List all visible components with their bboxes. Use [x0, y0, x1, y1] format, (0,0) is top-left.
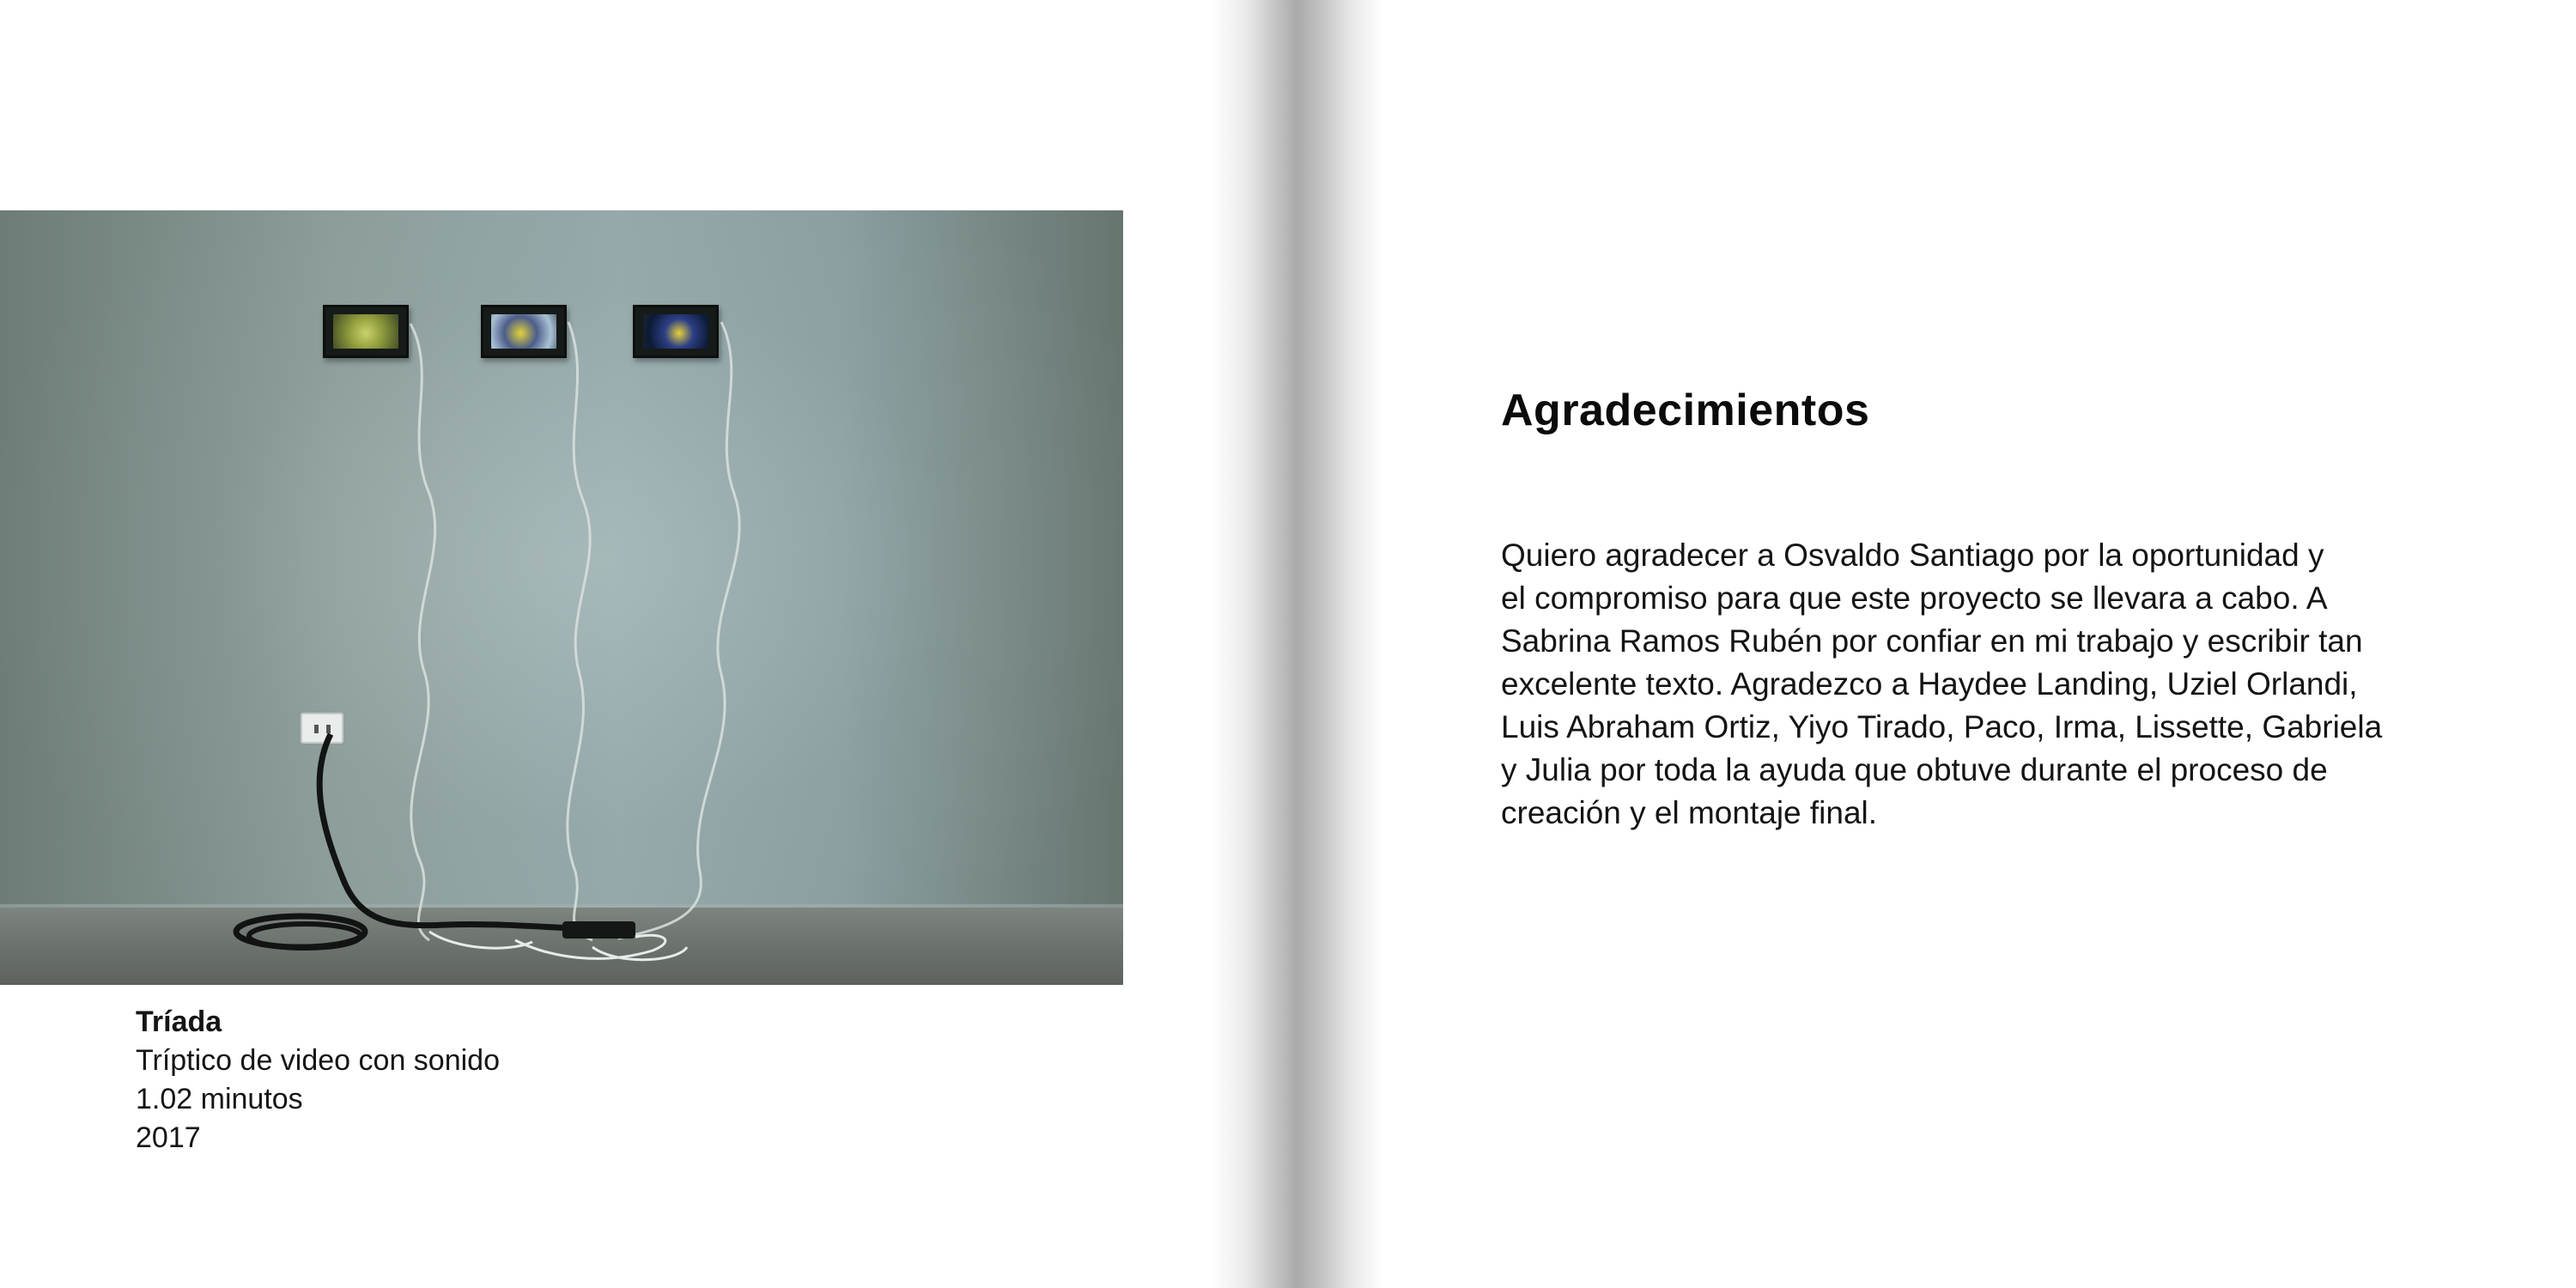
- artwork-year: 2017: [136, 1121, 201, 1154]
- photo-caption: [136, 1003, 500, 1157]
- book-gutter-shadow: [1211, 0, 1382, 1288]
- paragraph-line: Luis Abraham Ortiz, Yiyo Tirado, Paco, Irma, Lissette, Gabriela: [1501, 709, 2383, 744]
- acknowledgements-paragraph: [1501, 534, 2454, 835]
- artwork-medium: Tríptico de video con sonido: [136, 1044, 500, 1077]
- cables-illustration: [0, 210, 1123, 985]
- paragraph-line: y Julia por toda la ayuda que obtuve durante el proceso de: [1501, 752, 2328, 787]
- paragraph-line: Sabrina Ramos Rubén por confiar en mi trabajo y escribir tan: [1501, 623, 2363, 659]
- paragraph-line: Quiero agradecer a Osvaldo Santiago por la oportunidad y: [1501, 538, 2324, 573]
- paragraph-line: excelente texto. Agradezco a Haydee Landing, Uziel Orlandi,: [1501, 666, 2358, 702]
- artwork-duration: 1.02 minutos: [136, 1083, 303, 1115]
- installation-photo: [0, 210, 1123, 985]
- page-heading: Agradecimientos: [1501, 386, 1870, 435]
- artwork-title: Tríada: [136, 1005, 222, 1038]
- paragraph-line: el compromiso para que este proyecto se llevara a cabo. A: [1501, 580, 2328, 616]
- paragraph-line: creación y el montaje final.: [1501, 795, 1878, 830]
